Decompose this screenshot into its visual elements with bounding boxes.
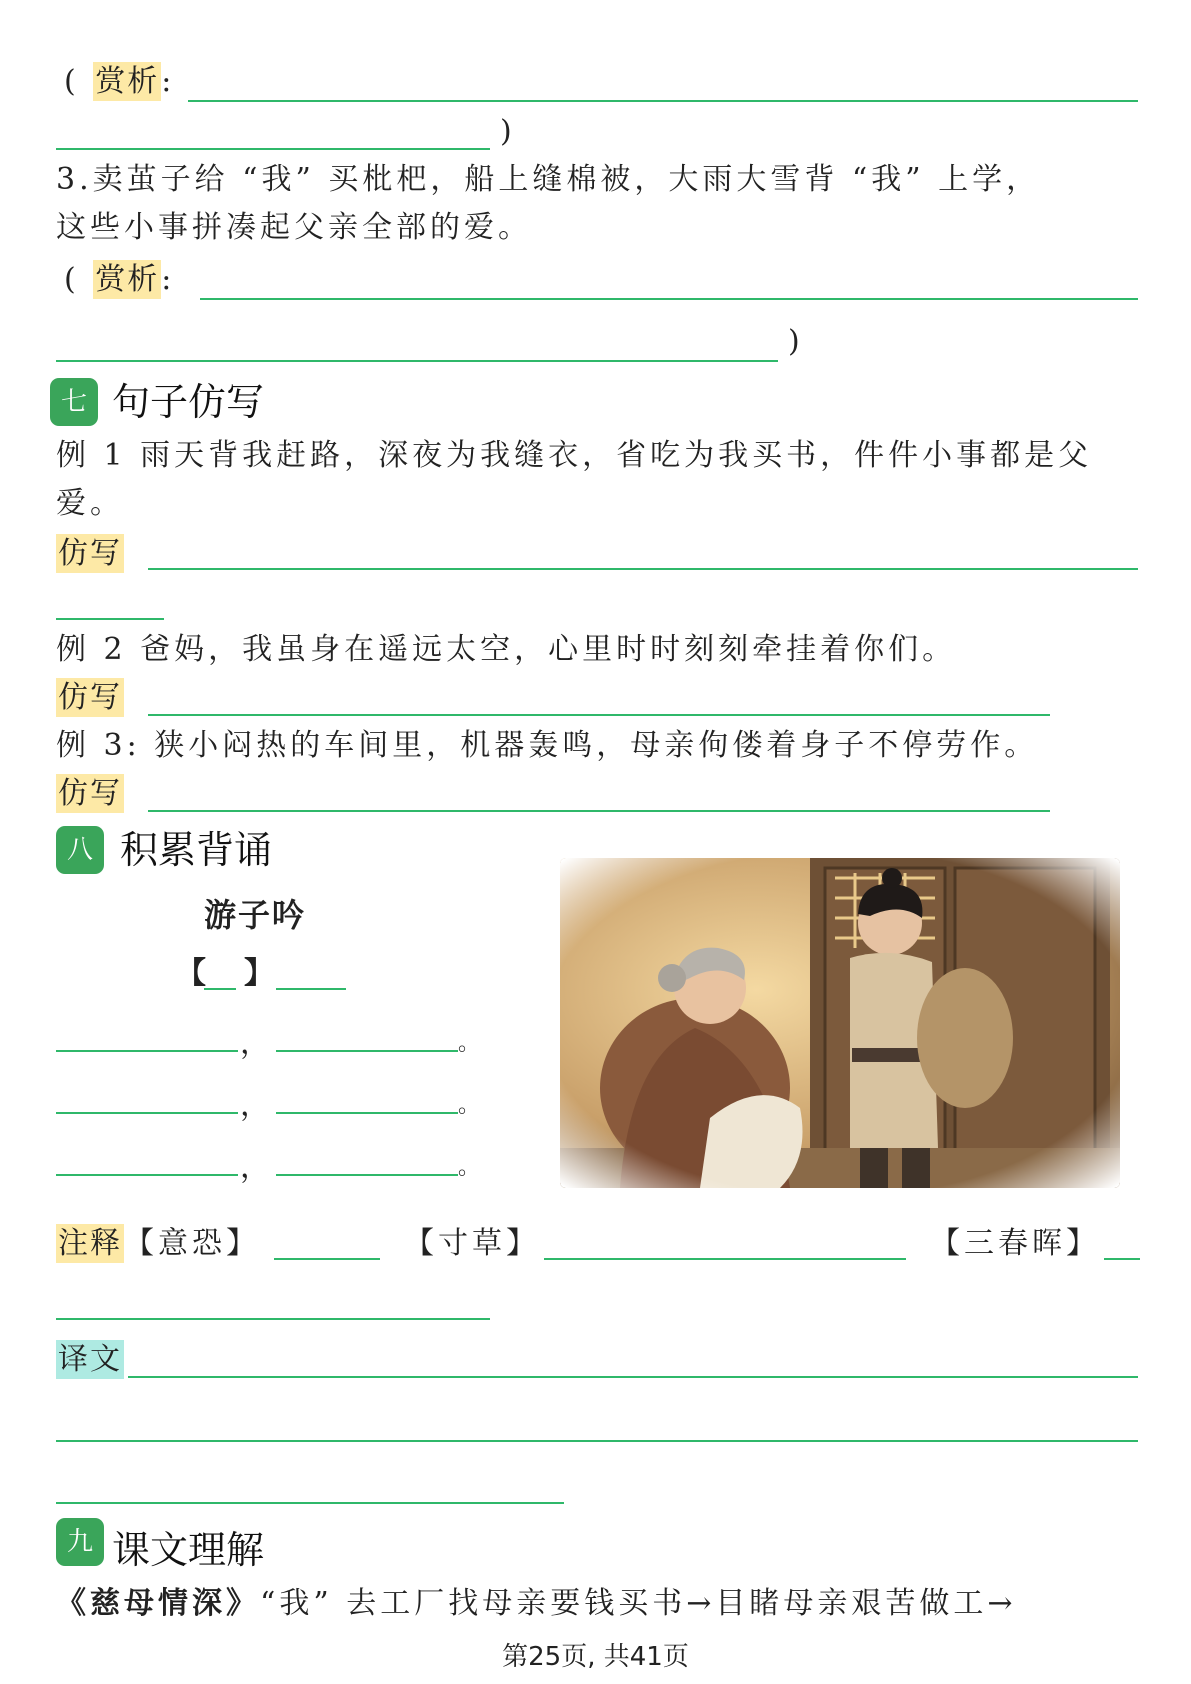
section-7-title: 句子仿写 bbox=[112, 380, 265, 424]
appreciation-line-2 bbox=[64, 260, 175, 300]
period: 。 bbox=[458, 1155, 485, 1180]
section-8-title: 积累背诵 bbox=[120, 828, 273, 872]
poem-blank[interactable] bbox=[276, 1050, 458, 1052]
note-cuncao: 【寸草】 bbox=[404, 1226, 540, 1261]
close-paren: ) bbox=[500, 114, 516, 149]
translation-line[interactable] bbox=[56, 1440, 1138, 1442]
illustration-svg bbox=[560, 858, 1120, 1188]
section-9-badge: 九 bbox=[56, 1518, 104, 1566]
answer-line[interactable] bbox=[200, 298, 1138, 300]
answer-line[interactable] bbox=[56, 148, 490, 150]
note-answer-line[interactable] bbox=[544, 1258, 906, 1260]
poem-blank[interactable] bbox=[56, 1050, 238, 1052]
imitate-label: 仿写 bbox=[58, 680, 122, 715]
answer-line[interactable] bbox=[188, 100, 1138, 102]
text-title: 《慈母情深》 bbox=[56, 1586, 260, 1621]
imitate-answer-line[interactable] bbox=[148, 810, 1050, 812]
author-open-bracket: 【 bbox=[176, 956, 210, 991]
section-7-badge: 七 bbox=[50, 378, 98, 426]
dynasty-blank[interactable] bbox=[204, 988, 236, 990]
imitate-answer-line[interactable] bbox=[148, 714, 1050, 716]
answer-line[interactable] bbox=[56, 360, 778, 362]
appreciation-line-1 bbox=[64, 62, 175, 102]
page-footer: 第25页, 共41页 bbox=[502, 1642, 689, 1672]
imitate-answer-line[interactable] bbox=[148, 568, 1138, 570]
appreciation-label: 赏析 bbox=[95, 262, 160, 297]
example-2: 例 2 爸妈，我虽身在遥远太空，心里时时刻刻牵挂着你们。 bbox=[56, 632, 957, 667]
open-paren: ( bbox=[64, 262, 80, 297]
section-8-badge: 八 bbox=[56, 826, 104, 874]
notes-label: 注释 bbox=[58, 1226, 122, 1261]
example-3: 例 3: 狭小闷热的车间里，机器轰鸣，母亲佝偻着身子不停劳作。 bbox=[56, 728, 1039, 763]
period: 。 bbox=[458, 1093, 485, 1118]
imitate-answer-line[interactable] bbox=[56, 618, 164, 620]
author-close-bracket: 】 bbox=[244, 956, 278, 991]
note-yikong: 【意恐】 bbox=[124, 1226, 260, 1261]
comma: ， bbox=[240, 1150, 274, 1185]
note-answer-line[interactable] bbox=[274, 1258, 380, 1260]
author-blank[interactable] bbox=[276, 988, 346, 990]
item-3-line-2: 这些小事拼凑起父亲全部的爱。 bbox=[56, 210, 532, 245]
colon: : bbox=[161, 64, 176, 99]
translation-line[interactable] bbox=[56, 1502, 564, 1504]
note-answer-line[interactable] bbox=[1104, 1258, 1140, 1260]
comma: ， bbox=[240, 1088, 274, 1123]
note-answer-line[interactable] bbox=[56, 1318, 490, 1320]
close-paren: ) bbox=[788, 324, 804, 359]
note-sanchunhui: 【三春晖】 bbox=[930, 1226, 1100, 1261]
imitate-label: 仿写 bbox=[58, 536, 122, 571]
item-3-line-1: 3.卖茧子给 “我” 买枇杷，船上缝棉被，大雨大雪背 “我” 上学， bbox=[56, 162, 1041, 197]
poem-title: 游子吟 bbox=[204, 896, 307, 934]
section-9-title: 课文理解 bbox=[112, 1528, 265, 1572]
poem-blank[interactable] bbox=[56, 1112, 238, 1114]
text-body: “我” 去工厂找母亲要钱买书→目睹母亲艰苦做工→ bbox=[260, 1586, 1017, 1621]
example-1-line-2: 爱。 bbox=[56, 486, 124, 521]
poem-blank[interactable] bbox=[276, 1112, 458, 1114]
notes-row bbox=[56, 1224, 260, 1264]
appreciation-label: 赏析 bbox=[95, 64, 160, 99]
poem-blank[interactable] bbox=[276, 1174, 458, 1176]
poem-blank[interactable] bbox=[56, 1174, 238, 1176]
period: 。 bbox=[458, 1031, 485, 1056]
imitate-label: 仿写 bbox=[58, 776, 122, 811]
colon: : bbox=[161, 262, 176, 297]
text-understanding-line bbox=[56, 1584, 1016, 1624]
open-paren: ( bbox=[64, 64, 80, 99]
mother-and-son-illustration bbox=[560, 858, 1120, 1188]
example-1-line-1: 例 1 雨天背我赶路，深夜为我缝衣，省吃为我买书，件件小事都是父 bbox=[56, 438, 1093, 473]
translation-label: 译文 bbox=[58, 1342, 122, 1377]
comma: ， bbox=[240, 1026, 274, 1061]
translation-line[interactable] bbox=[128, 1376, 1138, 1378]
